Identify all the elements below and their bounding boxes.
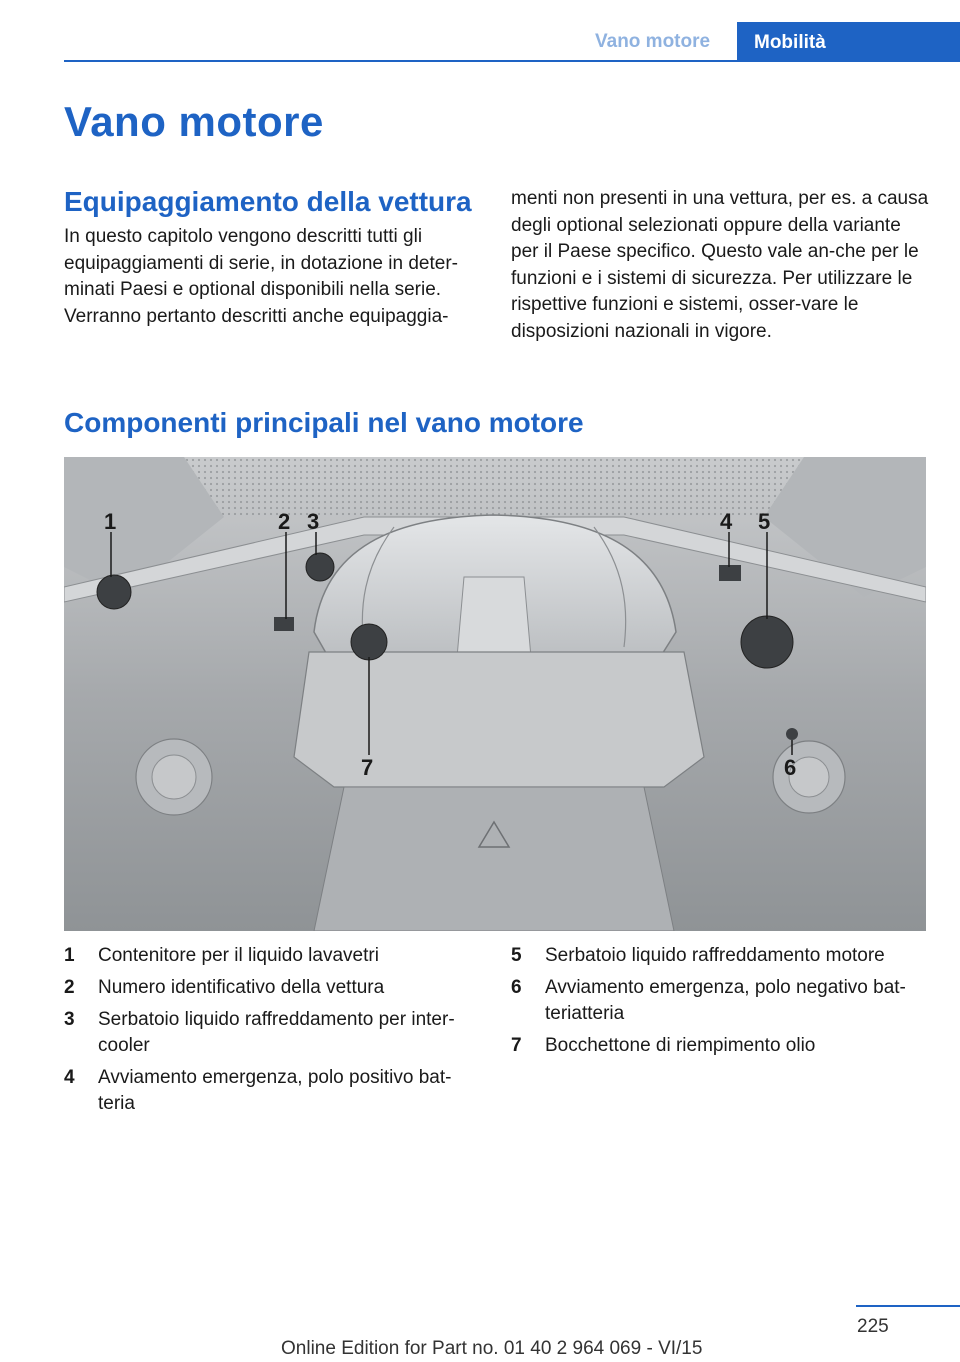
figure-label-7: 7 <box>361 755 374 780</box>
figure-label-2: 2 <box>278 509 291 534</box>
components-heading: Componenti principali nel vano motore <box>64 407 584 438</box>
page-title: Vano motore <box>64 98 324 145</box>
legend-number: 6 <box>511 977 522 998</box>
engine-bay-illustration <box>64 457 926 931</box>
figure-label-6: 6 <box>784 755 797 780</box>
engine-bay-figure <box>64 457 926 931</box>
figure-label-1: 1 <box>104 509 117 534</box>
legend-text: Numero identificativo della vettura <box>98 977 385 998</box>
header-rule <box>64 60 960 62</box>
footer-rule <box>856 1305 960 1307</box>
legend-text: Avviamento emergenza, polo negativo bat-teriatteria <box>545 977 906 1024</box>
legend-text: Contenitore per il liquido lavavetri <box>98 945 379 966</box>
figure-label-3: 3 <box>307 509 320 534</box>
legend-item <box>511 975 929 1027</box>
legend-item <box>64 943 484 969</box>
legend-number: 5 <box>511 945 522 966</box>
equipment-text-right: menti non presenti in una vettura, per es. a causa degli optional selezionati oppure della variante per il Paese specifico. Questo vale an-che per le funzioni e i sistemi di sicurezza. Per utilizzare le rispettive funzioni e sistemi, osser-vare le disposizioni nazionali in vigore. <box>511 188 929 342</box>
equipment-heading: Equipaggiamento della vettura <box>64 186 472 217</box>
legend-number: 3 <box>64 1009 75 1030</box>
legend-item <box>64 1007 484 1059</box>
legend-right <box>511 943 929 1065</box>
legend-text: Serbatoio liquido raffreddamento per inter-cooler <box>98 1009 455 1056</box>
figure-label-5: 5 <box>758 509 771 534</box>
legend-text: Serbatoio liquido raffreddamento motore <box>545 945 885 966</box>
legend-number: 1 <box>64 945 75 966</box>
equipment-column-left <box>64 186 482 330</box>
legend-item <box>511 1033 929 1059</box>
equipment-text-left: In questo capitolo vengono descritti tutti gli equipaggiamenti di serie, in dotazione in deter-minati Paesi e optional disponibili nella serie. Verranno pertanto descritti anche equipaggia- <box>64 226 458 327</box>
legend-number: 2 <box>64 977 75 998</box>
page-number: 225 <box>857 1316 889 1337</box>
legend-item <box>64 1065 484 1117</box>
legend-item <box>64 975 484 1001</box>
equipment-column-right <box>511 186 929 345</box>
legend-text: Avviamento emergenza, polo positivo bat-teria <box>98 1067 452 1114</box>
legend-number: 7 <box>511 1035 522 1056</box>
header-section-tab[interactable]: Vano motore <box>595 31 711 52</box>
legend-text: Bocchettone di riempimento olio <box>545 1035 816 1056</box>
footer-edition: Online Edition for Part no. 01 40 2 964 069 - VI/15 <box>281 1338 703 1359</box>
legend-item <box>511 943 929 969</box>
legend-left <box>64 943 484 1123</box>
figure-label-4: 4 <box>720 509 733 534</box>
header-chapter-tab[interactable]: Mobilità <box>737 22 960 62</box>
legend-number: 4 <box>64 1067 75 1088</box>
